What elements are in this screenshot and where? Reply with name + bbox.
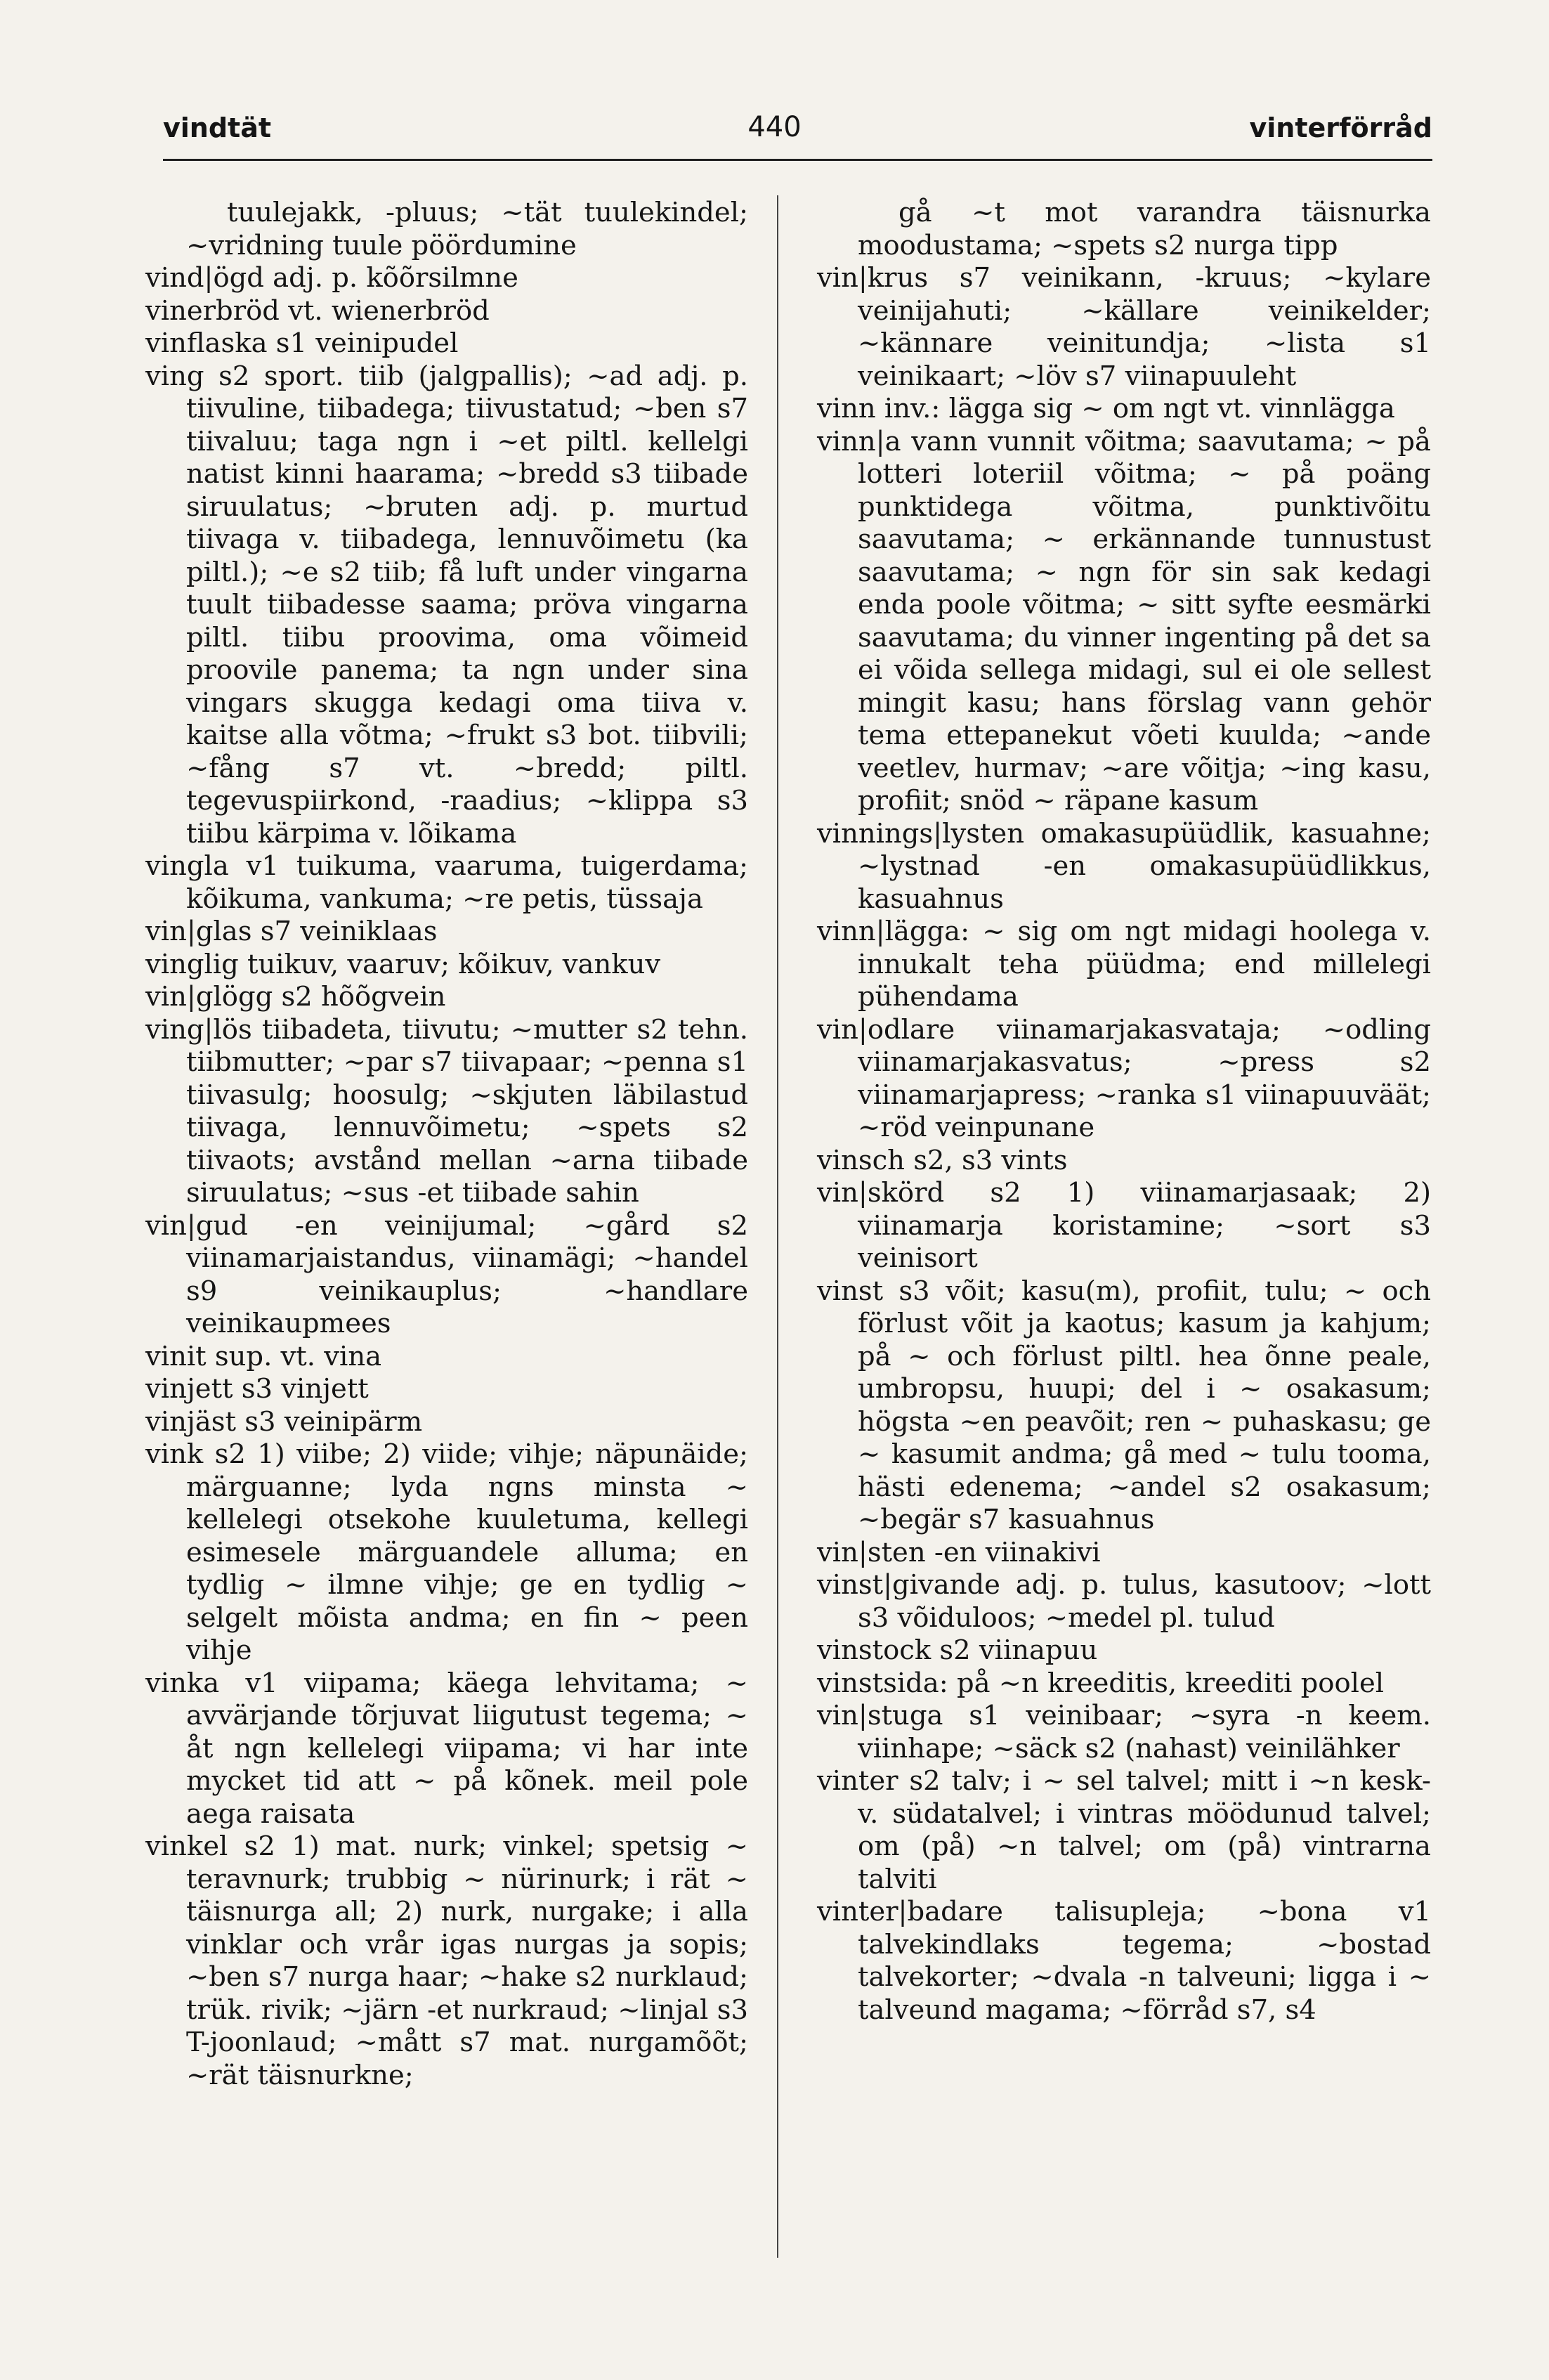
- dictionary-entry: vin|stuga s1 veinibaar; ~syra -n keem. viinhape; ~säck s2 (nahast) veinilähker: [817, 1700, 1431, 1764]
- entry-continuation: gå ~t mot varandra täisnurka moodustama; ~spets s2 nurga tipp: [858, 197, 1431, 261]
- header-rule: [163, 159, 1432, 161]
- dictionary-entry: vinst|givande adj. p. tulus, kasutoov; ~lott s3 võiduloos; ~medel pl. tulud: [817, 1569, 1431, 1634]
- dictionary-entry: vinstsida: på ~n kreeditis, kreediti poolel: [817, 1667, 1385, 1699]
- dictionary-entry: vinflaska s1 veinipudel: [145, 327, 459, 359]
- dictionary-entry: vin|odlare viinamarjakasvataja; ~odling viinamarjakasvatus; ~press s2 viinamarjapress; ~ranka s1 viinapuuväät; ~röd veinpunane: [817, 1013, 1431, 1143]
- dictionary-entry: vinstock s2 viinapuu: [817, 1634, 1098, 1666]
- dictionary-entry: vingla v1 tuikuma, vaaruma, tuigerdama; kõikuma, vankuma; ~re petis, tüssaja: [145, 850, 748, 915]
- entry-continuation: tuulejakk, -pluus; ~tät tuulekindel; ~vridning tuule pöördumine: [186, 197, 748, 261]
- right-column: [817, 197, 1431, 2027]
- left-column: [145, 197, 748, 2092]
- dictionary-entry: vin|skörd s2 1) viinamarjasaak; 2) viinamarja koristamine; ~sort s3 veinisort: [817, 1177, 1431, 1274]
- running-head-first-word: vindtät: [163, 112, 272, 143]
- running-head-last-word: vinterförråd: [1249, 112, 1432, 143]
- dictionary-entry: vinter s2 talv; i ~ sel talvel; mitt i ~n kesk- v. südatalvel; i vintras möödunud talvel; om (på) ~n talvel; om (på) vintrarna talviti: [817, 1765, 1431, 1895]
- dictionary-entry: vinnings|lysten omakasupüüdlik, kasuahne; ~lystnad -en omakasupüüdlikkus, kasuahnus: [817, 817, 1431, 915]
- dictionary-entry: vinn|a vann vunnit võitma; saavutama; ~ på lotteri loteriil võitma; ~ på poäng punktidega võitma, punktivõitu saavutama; ~ erkännande tunnustust saavutama; ~ ngn för sin sak kedagi enda poole võitma; ~ sitt syfte eesmärki saavutama; du vinner ingenting på det sa ei võida sellega midagi, sul ei ole sellest mingit kasu; hans förslag vann gehör tema ettepanekut võeti kuulda; ~ande veetlev, hurmav; ~are võitja; ~ing kasu, profiit; snöd ~ räpane kasum: [817, 425, 1431, 817]
- dictionary-entry: ving s2 sport. tiib (jalgpallis); ~ad adj. p. tiivuline, tiibadega; tiivustatud; ~ben s7 tiivaluu; taga ngn i ~et piltl. kellelgi natist kinni haarama; ~bredd s3 tiibade siruulatus; ~bruten adj. p. murtud tiivaga v. tiibadega, lennuvõimetu (ka piltl.); ~e s2 tiib; få luft under vingarna tuult tiibadesse saama; pröva vingarna piltl. tiibu proovima, oma võimeid proovile panema; ta ngn under sina vingars skugga kedagi oma tiiva v. kaitse alla võtma; ~frukt s3 bot. tiibvili; ~fång s7 vt. ~bredd; piltl. tegevuspiirkond, -raadius; ~klippa s3 tiibu kärpima v. lõikama: [145, 360, 748, 850]
- dictionary-entry: vinkel s2 1) mat. nurk; vinkel; spetsig ~ teravnurk; trubbig ~ nürinurk; i rät ~ täisnurga all; 2) nurk, nurgake; i alla vinklar och vrår igas nurgas ja sopis; ~ben s7 nurga haar; ~hake s2 nurklaud; trük. rivik; ~järn -et nurkraud; ~linjal s3 T-joonlaud; ~mått s7 mat. nurgamõõt; ~rät täisnurkne;: [145, 1830, 748, 2091]
- dictionary-entry: vinsch s2, s3 vints: [817, 1144, 1068, 1176]
- column-divider: [777, 195, 778, 2258]
- dictionary-entry: vinst s3 võit; kasu(m), profiit, tulu; ~ och förlust võit ja kaotus; kasum ja kahjum; på ~ och förlust piltl. hea õnne peale, umbropsu, huupi; del i ~ osakasum; högsta ~en peavõit; ren ~ puhaskasu; ge ~ kasumit andma; gå med ~ tulu tooma, hästi edenema; ~andel s2 osakasum; ~begär s7 kasuahnus: [817, 1275, 1431, 1535]
- dictionary-entry: vin|glas s7 veiniklaas: [145, 916, 438, 947]
- dictionary-entry: vind|ögd adj. p. kõõrsilmne: [145, 262, 518, 294]
- page-number: 440: [747, 111, 802, 143]
- dictionary-entry: vinjett s3 vinjett: [145, 1373, 369, 1405]
- dictionary-entry: vink s2 1) viibe; 2) viide; vihje; näpunäide; märguanne; lyda ngns minsta ~ kellelegi otsekohe kuuletuma, kellegi esimesele märguandele alluma; en tydlig ~ ilmne vihje; ge en tydlig ~ selgelt mõista andma; en fin ~ peen vihje: [145, 1438, 748, 1666]
- dictionary-entry: vinn inv.: lägga sig ~ om ngt vt. vinnlägga: [817, 393, 1395, 424]
- dictionary-entry: vin|sten -en viinakivi: [817, 1536, 1101, 1568]
- dictionary-entry: vinter|badare talisupleja; ~bona v1 talvekindlaks tegema; ~bostad talvekorter; ~dvala -n talveuni; ligga i ~ talveund magama; ~förråd s7, s4: [817, 1896, 1431, 2026]
- dictionary-entry: vin|krus s7 veinikann, -kruus; ~kylare veinijahuti; ~källare veinikelder; ~kännare veinitundja; ~lista s1 veinikaart; ~löv s7 viinapuuleht: [817, 262, 1431, 392]
- dictionary-entry: ving|lös tiibadeta, tiivutu; ~mutter s2 tehn. tiibmutter; ~par s7 tiivapaar; ~penna s1 tiivasulg; hoosulg; ~skjuten läbilastud tiivaga, lennuvõimetu; ~spets s2 tiivaots; avstånd mellan ~arna tiibade siruulatus; ~sus -et tiibade sahin: [145, 1013, 748, 1209]
- dictionary-entry: vinit sup. vt. vina: [145, 1340, 382, 1372]
- dictionary-entry: vinglig tuikuv, vaaruv; kõikuv, vankuv: [145, 948, 661, 980]
- dictionary-entry: vin|gud -en veinijumal; ~gård s2 viinamarjaistandus, viinamägi; ~handel s9 veinikauplus; ~handlare veinikaupmees: [145, 1209, 748, 1339]
- dictionary-entry: vinn|lägga: ~ sig om ngt midagi hoolega v. innukalt teha püüdma; end millelegi pühendama: [817, 916, 1431, 1013]
- dictionary-entry: vinerbröd vt. wienerbröd: [145, 294, 490, 327]
- dictionary-entry: vin|glögg s2 hõõgvein: [145, 981, 446, 1013]
- dictionary-entry: vinjäst s3 veinipärm: [145, 1405, 423, 1438]
- dictionary-entry: vinka v1 viipama; käega lehvitama; ~ avvärjande tõrjuvat liigutust tegema; ~ åt ngn kellelegi viipama; vi har inte mycket tid att ~ på kõnek. meil pole aega raisata: [145, 1667, 748, 1830]
